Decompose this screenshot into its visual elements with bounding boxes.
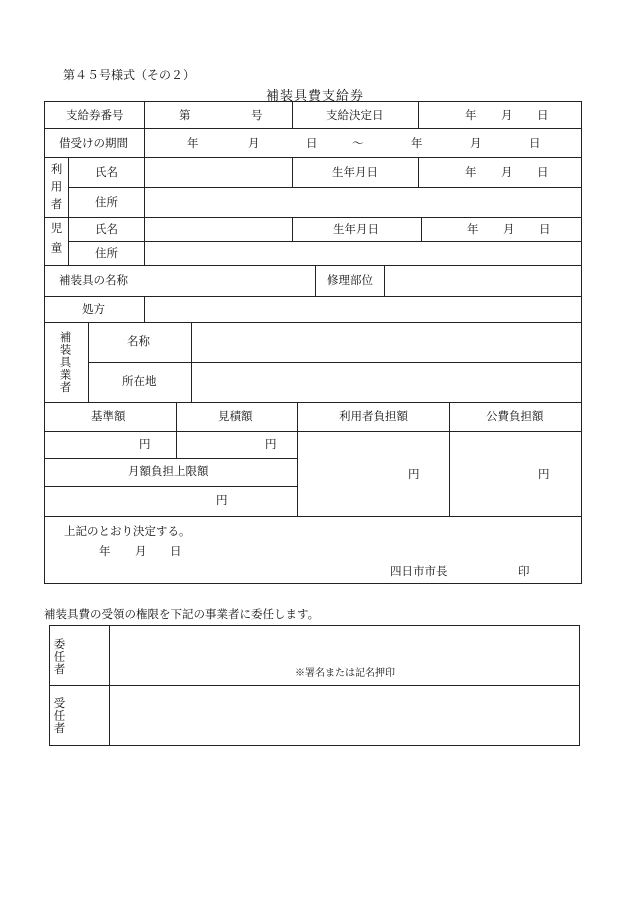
decision-date-label: 支給決定日 [326, 108, 384, 122]
user-address-label: 住所 [95, 195, 118, 209]
loan-end-day: 日 [529, 136, 541, 150]
vendor-section-label: 補装具業者 [58, 331, 73, 394]
loan-start-day: 日 [306, 136, 318, 150]
delegatee-label: 受任者 [52, 697, 67, 735]
page-title: 補装具費支給券 [265, 89, 364, 104]
estimate-amount-yen: 円 [265, 437, 277, 451]
user-birth-year: 年 [465, 165, 477, 179]
child-birth-month: 月 [503, 222, 515, 236]
decision-date-month: 月 [501, 108, 513, 122]
standard-amount-label: 基準額 [91, 409, 126, 423]
decision-date-day: 日 [537, 108, 549, 122]
user-birth-month: 月 [501, 165, 513, 179]
form-number: 第４５号様式（その２） [63, 68, 196, 82]
standard-amount-yen: 円 [139, 437, 151, 451]
user-section-label: 利用者 [49, 163, 64, 216]
voucher-number-go: 号 [251, 108, 263, 122]
monthly-cap-label: 月額負担上限額 [128, 464, 209, 478]
mayor-label: 四日市市長 [390, 564, 448, 578]
decision-year: 年 [99, 544, 111, 558]
user-birth-day: 日 [537, 165, 549, 179]
decision-day: 日 [170, 544, 182, 558]
repair-part-label: 修理部位 [327, 273, 373, 287]
loan-start-year: 年 [187, 136, 199, 150]
voucher-number-label: 支給券番号 [66, 108, 124, 122]
user-birth-label: 生年月日 [332, 165, 378, 179]
decision-statement: 上記のとおり決定する。 [64, 524, 191, 538]
delegation-statement: 補装具費の受領の権限を下記の事業者に委任します。 [44, 607, 320, 621]
estimate-amount-label: 見積額 [218, 409, 253, 423]
decision-date-year: 年 [465, 108, 477, 122]
vendor-location-label: 所在地 [122, 374, 157, 388]
delegator-label: 委任者 [52, 638, 67, 676]
user-burden-label: 利用者負担額 [339, 409, 408, 423]
child-address-label: 住所 [95, 246, 118, 260]
voucher-number-dai: 第 [179, 108, 191, 122]
decision-month: 月 [135, 544, 147, 558]
loan-period-tilde: ～ [352, 136, 364, 150]
monthly-cap-yen: 円 [216, 493, 228, 507]
public-burden-label: 公費負担額 [486, 409, 544, 423]
loan-end-year: 年 [411, 136, 423, 150]
vendor-name-label: 名称 [127, 334, 150, 348]
child-birth-label: 生年月日 [333, 222, 379, 236]
user-name-label: 氏名 [95, 165, 118, 179]
device-name-label: 補装具の名称 [59, 273, 128, 287]
child-name-label: 氏名 [95, 222, 118, 236]
prescription-label: 処方 [82, 302, 105, 316]
loan-start-month: 月 [248, 136, 260, 150]
public-burden-yen: 円 [538, 467, 550, 481]
user-burden-yen: 円 [408, 467, 420, 481]
loan-end-month: 月 [470, 136, 482, 150]
child-birth-year: 年 [467, 222, 479, 236]
signature-note: ※署名または記名押印 [295, 668, 395, 679]
child-birth-day: 日 [539, 222, 551, 236]
seal-mark: 印 [518, 564, 530, 578]
child-section-label: 児童 [49, 222, 64, 261]
loan-period-label: 借受けの期間 [59, 136, 128, 150]
